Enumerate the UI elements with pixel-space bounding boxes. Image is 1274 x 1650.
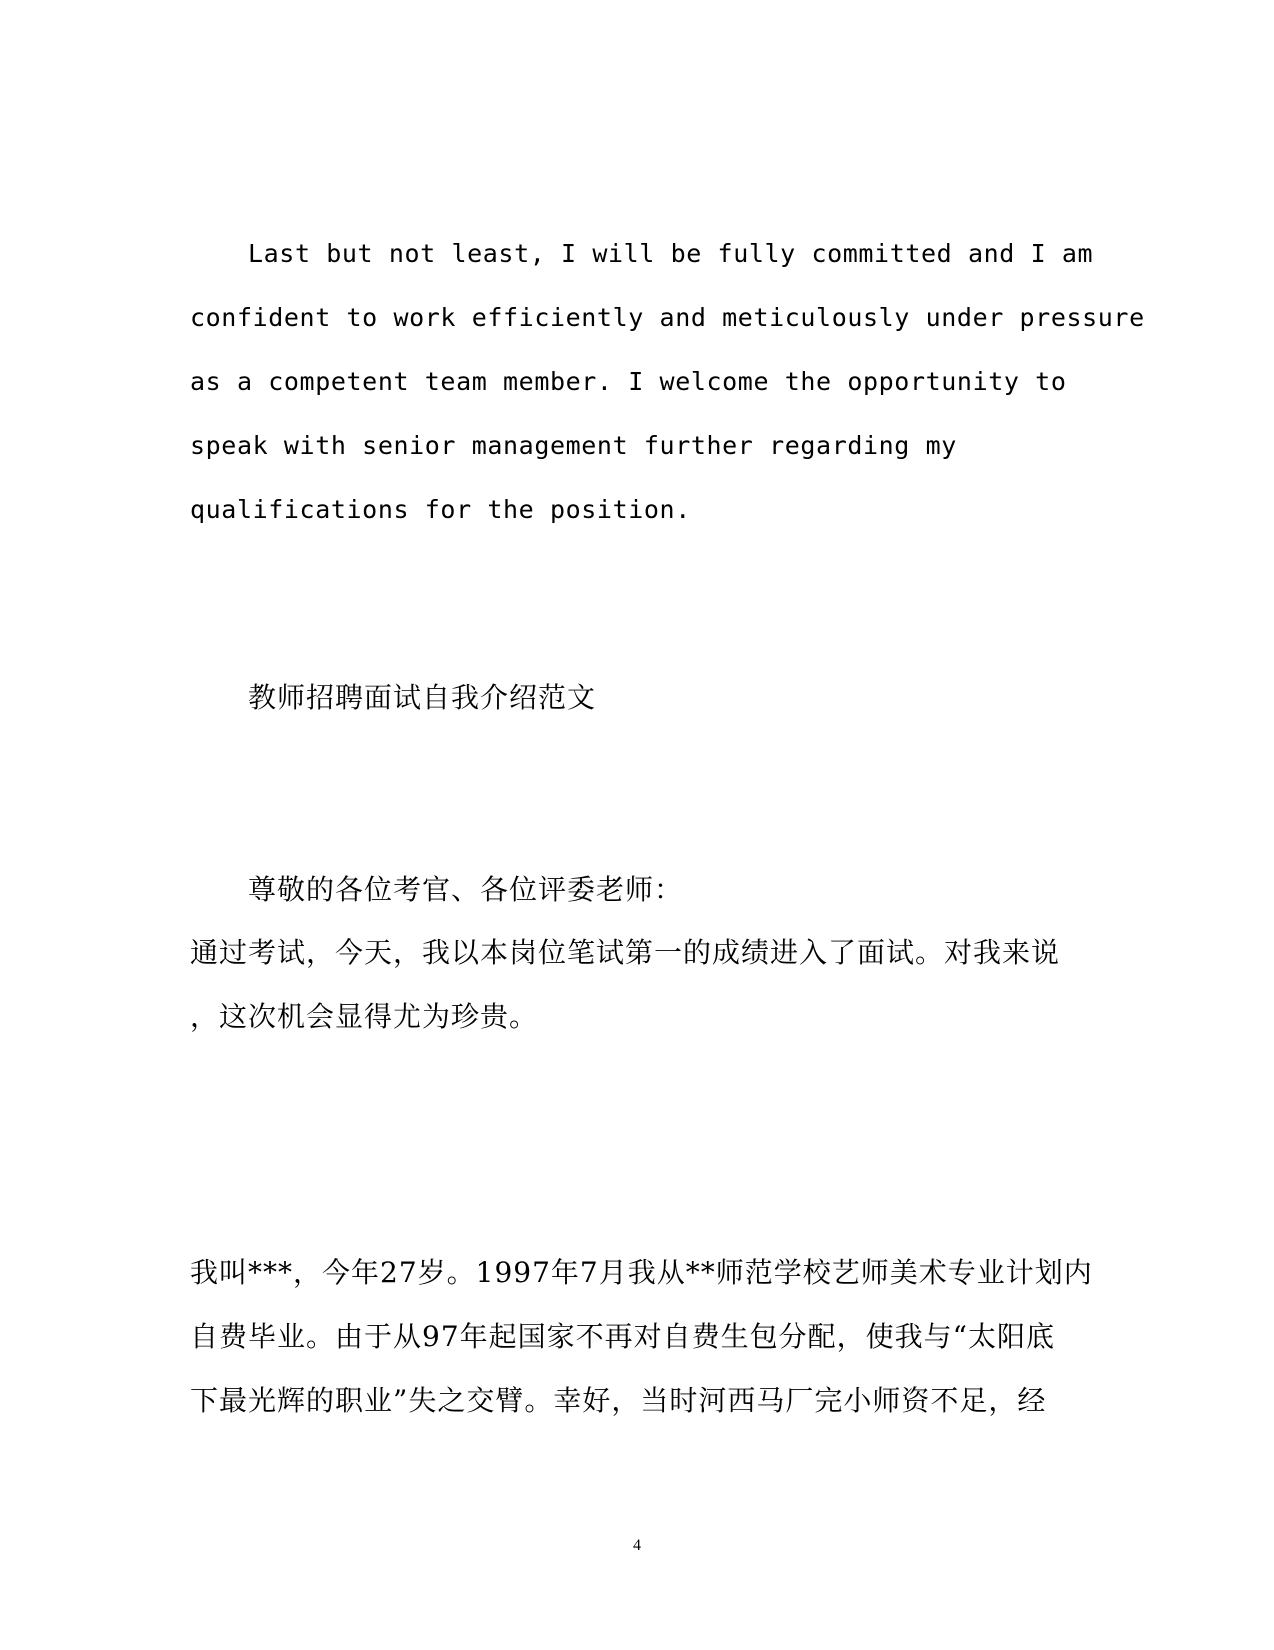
page-number: 4 [633, 1537, 641, 1554]
en-paragraph-line-2: confident to work efficiently and meticulously under pressure [190, 303, 1145, 332]
en-paragraph-line-3: as a competent team member. I welcome the opportunity to [190, 367, 1067, 396]
en-paragraph-line-1: Last but not least, I will be fully committed and I am [248, 239, 1094, 268]
greeting-line: 尊敬的各位考官、各位评委老师： [248, 873, 684, 906]
cn-paragraph-2-line-3: 下最光辉的职业”失之交臂。幸好，当时河西马厂完小师资不足，经 [190, 1384, 1047, 1417]
en-paragraph-line-5: qualifications for the position. [190, 495, 691, 524]
cn-paragraph-1-line-2: ，这次机会显得尤为珍贵。 [190, 1000, 539, 1033]
section-heading: 教师招聘面试自我介绍范文 [248, 681, 597, 714]
cn-paragraph-1-line-1: 通过考试，今天，我以本岗位笔试第一的成绩进入了面试。对我来说 [190, 936, 1061, 969]
en-paragraph-line-4: speak with senior management further regarding my [190, 431, 957, 460]
cn-paragraph-2-line-2: 自费毕业。由于从97年起国家不再对自费生包分配，使我与“太阳底 [190, 1320, 1055, 1353]
cn-paragraph-2-line-1: 我叫***，今年27岁。1997年7月我从**师范学校艺师美术专业计划内 [190, 1256, 1093, 1289]
